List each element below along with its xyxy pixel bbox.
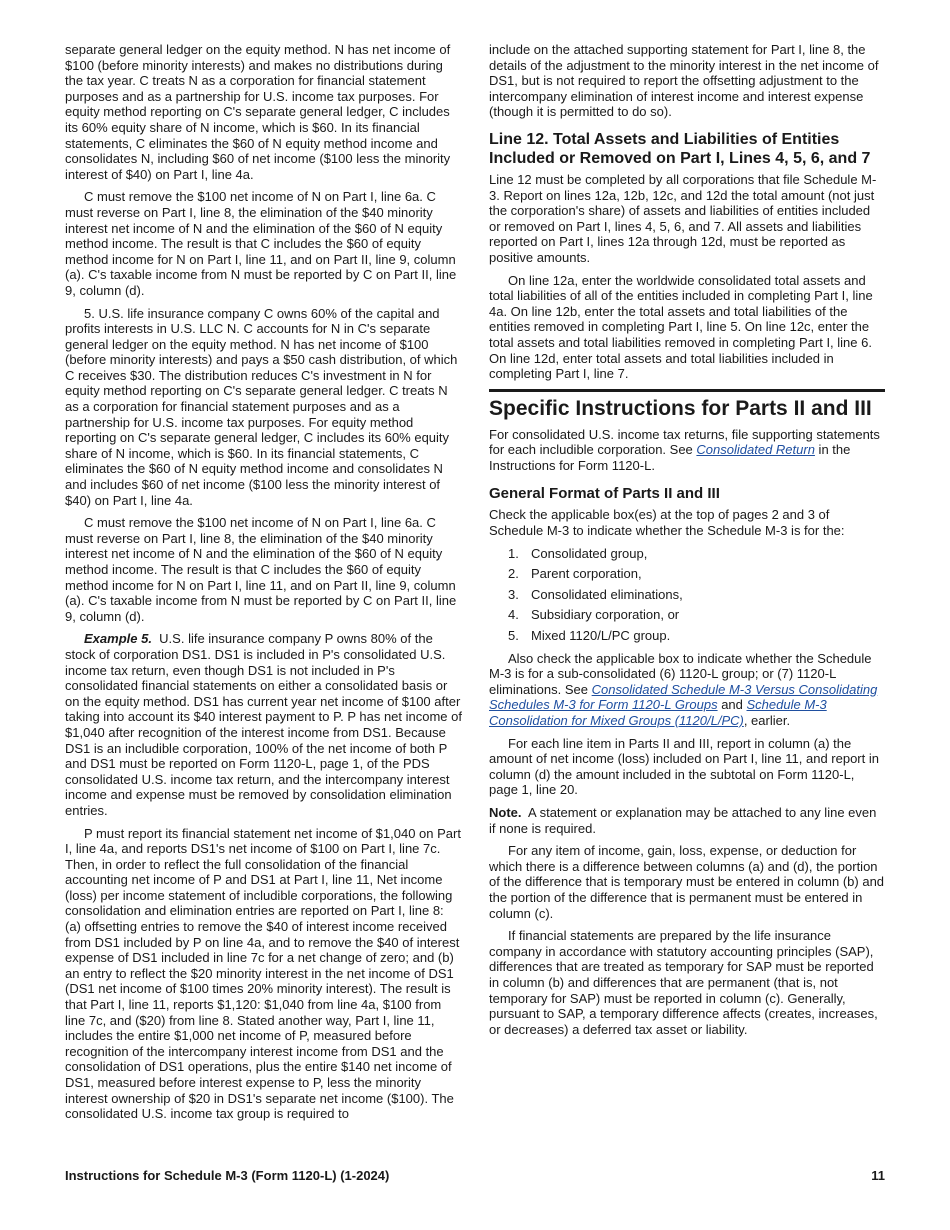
paragraph: C must remove the $100 net income of N on Part I, line 6a. C must reverse on Part I, line 8, the elimination of the $40 minority interest net income of N and the elimination of the $60 of N equity method income. The result is that C includes the $60 of equity method income for N on Part I, line 11, and on Part II, line 9, column (a). C's taxable income from N must be reported by C on Part II, line 9, column (d). bbox=[65, 189, 457, 298]
paragraph: P must report its financial statement net income of $1,040 on Part I, line 4a, and reports DS1's net income of $100 on Part I, line 7c. Then, in order to reflect the full consolidation of the financial accounting net income of P and DS1 at Part I, line 11, Net income (loss) per income statement of includible corporations, the following consolidation and elimination entries are reported on Part I, line 8: (a) offsetting entries to remove the $40 of interest income received from DS1 included by P on line 4a, and to remove the $40 of interest expense of DS1 included in line 7c for a net change of zero; and (b) an entry to reflect the $20 minority interest in the net income of DS1 (DS1 net income of $100 times 20% minority interest). The result is that Part I, line 11, reports $1,120: $1,040 from line 4a, $100 from line 7c, and ($20) from line 8. Stated another way, Part I, line 11, includes the entire $1,000 net income of P, measured before recognition of the intercompany interest income from DS1 and the consolidation of DS1 operations, plus the entire $140 net income of DS1, measured before interest expense to P, less the minority interest ownership of $20 in DS1's separate net income ($100). The consolidated U.S. income tax group is required to bbox=[65, 825, 461, 1122]
heading-general-format: General Format of Parts II and III bbox=[489, 485, 720, 503]
paragraph: C must remove the $100 net income of N on Part I, line 6a. C must reverse on Part I, line 8, the elimination of the $40 minority interest net income of N and the elimination of the $60 of N equity method income. The result is that C includes the $60 of equity method income for N on Part I, line 11, and on Part II, line 9, column (a). C's taxable income from N must be reported by C on Part II, line 9, column (d). bbox=[65, 515, 457, 624]
text: For consolidated U.S. income tax returns, file supporting statements for each includible corporation. See bbox=[489, 426, 880, 458]
list-item bbox=[489, 546, 885, 562]
list-text: Mixed 1120/L/PC group. bbox=[531, 628, 671, 644]
paragraph: separate general ledger on the equity method. N has net income of $100 (before minority interests) and makes no distributions during the tax year. C treats N as a corporation for financial statement purposes and as a partnership for U.S. income tax purposes. For equity method reporting on C's separate general ledger, C includes its 60% equity share of N income, which is $60. In its financial statements, C eliminates the $60 of N equity method income and consolidates N, including $60 of net income ($100 less the minority interest of $40) on Part I, line 4a. bbox=[65, 42, 451, 182]
paragraph: For each line item in Parts II and III, report in column (a) the amount of net income (loss) included on Part I, line 11, and report in column (d) the amount included in the subtotal on Form 1120-L, page 1, line 20. bbox=[489, 735, 879, 798]
paragraph bbox=[489, 651, 885, 729]
paragraph: For any item of income, gain, loss, expense, or deduction for which there is a difference between columns (a) and (d), the portion of the difference that is temporary must be entered in column (b) and the portion of the difference that is permanent must be entered in column (c). bbox=[489, 843, 885, 921]
list-text: Consolidated group, bbox=[531, 545, 648, 561]
consolidated-schedule-link[interactable]: Consolidated Schedule M-3 Versus Consolidating Schedules M-3 for Form 1120-L Groups bbox=[489, 681, 878, 713]
example-text: U.S. life insurance company P owns 80% of the stock of corporation DS1. DS1 is included in P's consolidated U.S. income tax return, even though DS1 is not included in P's consolidated financial statements on either a consolidated basis or on the equity method. DS1 has current year net income of $100 after taking into account its $40 interest payment to P. P has net income of $1,040 after recognition of the interest income from DS1. Because DS1 is an includible corporation, 100% of the net income of both P and DS1 must be reported on Form 1120-L, page 1, of the PDS consolidated U.S. income tax return, and the intercompany interest income and expense must be removed by consolidation elimination entries. bbox=[65, 631, 462, 818]
list-item bbox=[489, 628, 885, 644]
group-type-list bbox=[489, 546, 885, 644]
page-number: 11 bbox=[871, 1168, 885, 1183]
right-column bbox=[489, 42, 885, 1044]
text: in the Instructions for Form 1120-L. bbox=[489, 442, 851, 473]
list-text: Consolidated eliminations, bbox=[531, 586, 683, 602]
list-number: 2. bbox=[508, 566, 519, 582]
paragraph: If financial statements are prepared by the life insurance company in accordance with statutory accounting principles (SAP), differences that are treated as temporary for SAP must be reported in column (b) and differences that are permanent (that is, not temporary for SAP) must be reported in column (c). Generally, pursuant to SAP, a temporary difference affects (creates, increases, or decreases) a deferred tax asset or liability. bbox=[489, 928, 878, 1037]
example-label: Example 5. bbox=[84, 631, 152, 647]
example-5-paragraph bbox=[65, 631, 463, 818]
note-paragraph bbox=[489, 805, 885, 836]
left-column bbox=[65, 42, 463, 1129]
text: and bbox=[717, 697, 747, 713]
paragraph: Check the applicable box(es) at the top of pages 2 and 3 of Schedule M-3 to indicate whether the Schedule M-3 is for the: bbox=[489, 507, 845, 539]
consolidated-return-link[interactable]: Consolidated Return bbox=[696, 442, 815, 458]
mixed-groups-link[interactable]: Schedule M-3 Consolidation for Mixed Groups (1120/L/PC) bbox=[489, 697, 827, 728]
list-number: 1. bbox=[508, 545, 519, 561]
list-item bbox=[489, 587, 885, 603]
text: , earlier. bbox=[743, 713, 791, 728]
list-item bbox=[489, 566, 885, 582]
paragraph: 5. U.S. life insurance company C owns 60% of the capital and profits interests in U.S. LLC N. C accounts for N in C's separate general ledger on the equity method. N has net income of $100 (before minority interests) and pays a $50 cash distribution, of which C receives $30. The distribution reduces C's investment in N for equity method reporting on C's separate general ledger. C treats N as a corporation for financial statement purposes and as a partnership for U.S. income tax purposes. For equity method reporting on C's separate general ledger, C includes its 60% equity share of N income, which is $60. In its financial statements, C eliminates the $60 of N equity method income and consolidates N and includes $60 of net income ($100 less the minority interest of $40) on Part I, line 4a. bbox=[65, 305, 458, 508]
heading-specific-instructions: Specific Instructions for Parts II and III bbox=[489, 389, 885, 421]
footer-title: Instructions for Schedule M-3 (Form 1120-L) (1-2024) bbox=[65, 1168, 390, 1183]
paragraph: On line 12a, enter the worldwide consolidated total assets and total liabilities of all of the entities included in completing Part I, line 4a. On line 12b, enter the total assets and total liabilities of the entities removed in completing Part I, line 5. On line 12c, enter the total assets and total liabilities removed in completing Part I, line 6. On line 12d, enter total assets and total liabilities included in completing Part I, line 7. bbox=[489, 272, 873, 382]
list-text: Subsidiary corporation, or bbox=[531, 607, 680, 623]
text: Also check the applicable box to indicate whether the Schedule M-3 is for a sub-consolidated (6) 1120-L group; or (7) 1120-L eliminations. See bbox=[489, 650, 872, 697]
paragraph bbox=[489, 427, 885, 474]
list-number: 4. bbox=[508, 607, 519, 623]
note-label: Note. bbox=[489, 804, 522, 820]
heading-line-12: Line 12. Total Assets and Liabilities of Entities Included or Removed on Part I, Lines 4, 5, 6, and 7 bbox=[489, 130, 871, 167]
list-text: Parent corporation, bbox=[531, 566, 642, 582]
note-text: A statement or explanation may be attached to any line even if none is required. bbox=[489, 804, 877, 836]
list-number: 5. bbox=[508, 628, 519, 644]
paragraph: Line 12 must be completed by all corporations that file Schedule M-3. Report on lines 12a, 12b, 12c, and 12d the total amount (not just the corporation's share) of assets and liabilities of entities included or removed on Part I, lines 4, 5, 6, and 7. All assets and liabilities reported on Part I, lines 12a through 12d, must be reported as positive amounts. bbox=[489, 171, 877, 265]
list-number: 3. bbox=[508, 586, 519, 602]
paragraph: include on the attached supporting statement for Part I, line 8, the details of the adjustment to the minority interest in the net income of DS1, but is not required to report the offsetting adjustment to the intercompany elimination of interest income and interest expense (though it is permitted to do so). bbox=[489, 42, 879, 120]
list-item bbox=[489, 607, 885, 623]
